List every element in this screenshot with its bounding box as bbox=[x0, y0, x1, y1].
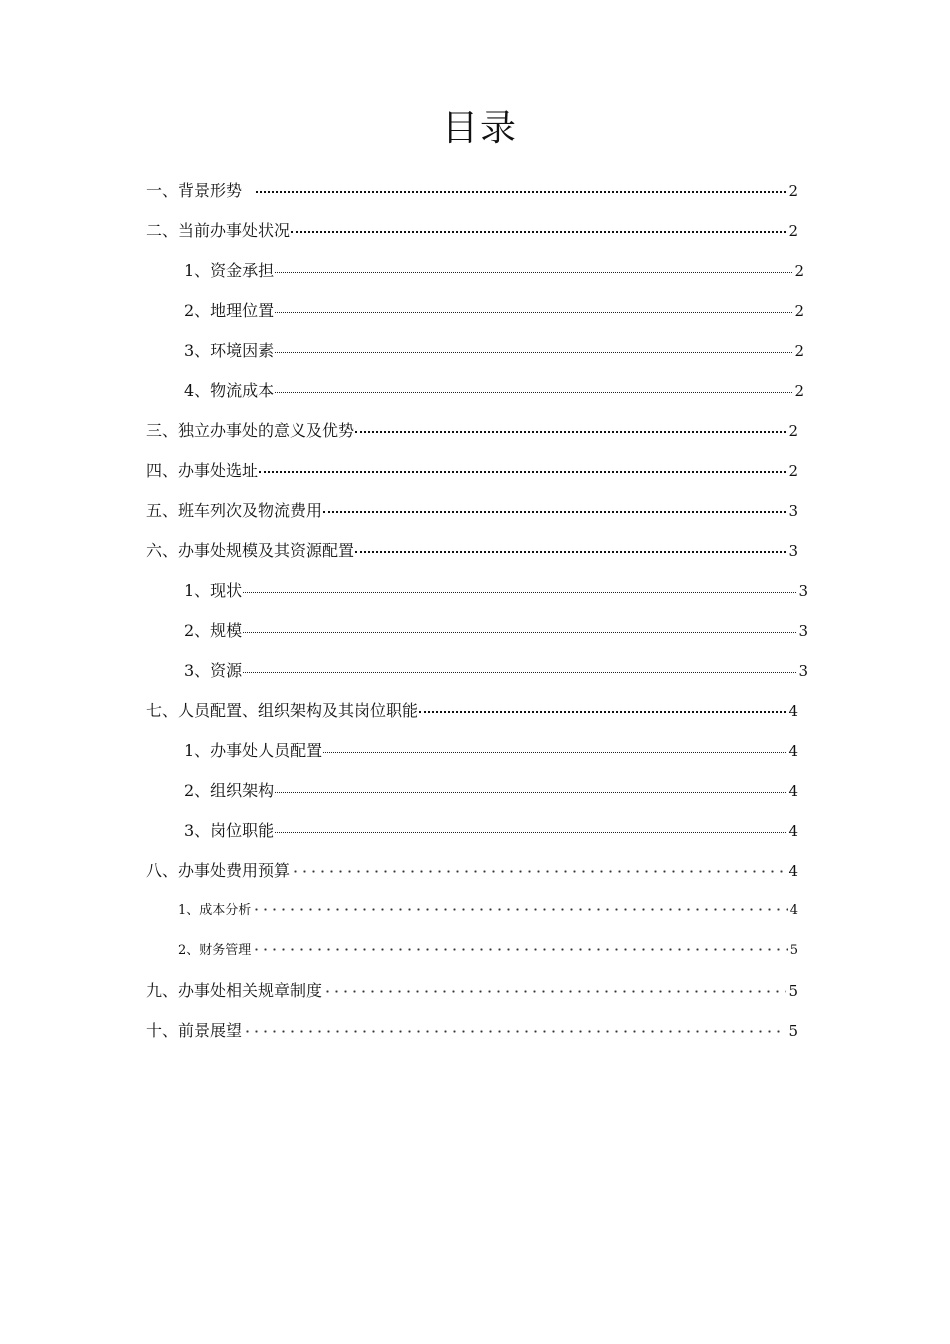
toc-entry-page: 3 bbox=[798, 622, 808, 640]
toc-entry-page: 3 bbox=[798, 582, 808, 600]
toc-entry-label: 二、当前办事处状况 bbox=[146, 221, 291, 240]
toc-entry-budget[interactable] bbox=[146, 858, 798, 882]
toc-entry-label: 五、班车列次及物流费用 bbox=[146, 501, 323, 520]
toc-entry-job-functions[interactable] bbox=[184, 818, 798, 842]
toc-entry-label: 2、地理位置 bbox=[184, 301, 275, 320]
toc-entry-page: 2 bbox=[788, 422, 798, 440]
toc-entry-label: 1、办事处人员配置 bbox=[184, 741, 323, 760]
toc-entry-label: 2、财务管理 bbox=[178, 943, 252, 958]
toc-entry-page: 2 bbox=[794, 302, 804, 320]
toc-entry-label: 1、资金承担 bbox=[184, 261, 275, 280]
toc-entry-site-selection[interactable] bbox=[146, 458, 798, 482]
toc-entry-environment[interactable] bbox=[184, 338, 804, 362]
dot-leader bbox=[275, 338, 792, 353]
dot-leader bbox=[291, 217, 786, 233]
toc-entry-page: 4 bbox=[788, 822, 798, 840]
toc-entry-scale[interactable] bbox=[184, 618, 808, 642]
toc-entry-page: 4 bbox=[788, 742, 798, 760]
dot-leader bbox=[252, 947, 787, 951]
toc-entry-page: 2 bbox=[788, 462, 798, 480]
dot-leader bbox=[323, 989, 786, 993]
toc-entry-page: 4 bbox=[788, 782, 798, 800]
dot-leader bbox=[355, 537, 786, 553]
toc-entry-page: 2 bbox=[788, 182, 798, 200]
toc-entry-page: 3 bbox=[788, 542, 798, 560]
toc-entry-status-quo[interactable] bbox=[184, 578, 808, 602]
toc-entry-background[interactable] bbox=[146, 178, 798, 202]
toc-entry-scale-resources[interactable] bbox=[146, 538, 798, 562]
dot-leader bbox=[243, 578, 796, 593]
dot-leader bbox=[243, 658, 796, 673]
dot-leader bbox=[291, 869, 786, 873]
dot-leader bbox=[275, 258, 792, 273]
toc-entry-page: 5 bbox=[788, 982, 798, 1000]
toc-entry-cost-analysis[interactable] bbox=[178, 899, 798, 923]
toc-entry-staffing-structure[interactable] bbox=[146, 698, 798, 722]
toc-entry-page: 4 bbox=[788, 702, 798, 720]
dot-leader bbox=[323, 738, 786, 753]
toc-entry-page: 2 bbox=[794, 382, 804, 400]
toc-entry-label: 3、环境因素 bbox=[184, 341, 275, 360]
dot-leader bbox=[419, 697, 786, 713]
dot-leader bbox=[243, 618, 796, 633]
toc-entry-label: 八、办事处费用预算 bbox=[146, 861, 291, 880]
toc-entry-label: 七、人员配置、组织架构及其岗位职能 bbox=[146, 701, 419, 720]
dot-leader bbox=[259, 457, 786, 473]
toc-entry-label: 四、办事处选址 bbox=[146, 461, 259, 480]
toc-entry-org-structure[interactable] bbox=[184, 778, 798, 802]
toc-entry-location[interactable] bbox=[184, 298, 804, 322]
toc-entry-label: 九、办事处相关规章制度 bbox=[146, 981, 323, 1000]
toc-entry-label: 3、资源 bbox=[184, 661, 243, 680]
toc-entry-page: 5 bbox=[788, 1022, 798, 1040]
toc-entry-outlook[interactable] bbox=[146, 1018, 798, 1042]
toc-entry-funding[interactable] bbox=[184, 258, 804, 282]
dot-leader bbox=[275, 298, 792, 313]
toc-entry-page: 2 bbox=[794, 262, 804, 280]
dot-leader bbox=[275, 818, 786, 833]
toc-entry-resources[interactable] bbox=[184, 658, 808, 682]
toc-entry-current-status[interactable] bbox=[146, 218, 798, 242]
toc-entry-label: 六、办事处规模及其资源配置 bbox=[146, 541, 355, 560]
toc-entry-label: 1、成本分析 bbox=[178, 903, 252, 918]
toc-entry-label: 3、岗位职能 bbox=[184, 821, 275, 840]
toc-entry-regulations[interactable] bbox=[146, 978, 798, 1002]
dot-leader bbox=[243, 1029, 786, 1033]
toc-entry-label: 一、背景形势 bbox=[146, 181, 243, 200]
toc-entry-page: 4 bbox=[788, 862, 798, 880]
dot-leader bbox=[275, 378, 792, 393]
dot-leader bbox=[323, 497, 786, 513]
dot-leader bbox=[252, 907, 787, 911]
toc-entry-staffing[interactable] bbox=[184, 738, 798, 762]
toc-entry-page: 2 bbox=[794, 342, 804, 360]
toc-entry-logistics-cost[interactable] bbox=[184, 378, 804, 402]
toc-entry-label: 2、规模 bbox=[184, 621, 243, 640]
toc-entry-page: 3 bbox=[798, 662, 808, 680]
toc-entry-label: 2、组织架构 bbox=[184, 781, 275, 800]
toc-entry-significance[interactable] bbox=[146, 418, 798, 442]
dot-leader bbox=[355, 417, 786, 433]
page-title: 目录 bbox=[441, 108, 518, 149]
toc-entry-label: 三、独立办事处的意义及优势 bbox=[146, 421, 355, 440]
dot-leader bbox=[275, 778, 786, 793]
toc-entry-page: 2 bbox=[788, 222, 798, 240]
toc-entry-page: 4 bbox=[789, 903, 798, 918]
toc-entry-label: 1、现状 bbox=[184, 581, 243, 600]
toc-entry-label: 十、前景展望 bbox=[146, 1021, 243, 1040]
toc-entry-page: 3 bbox=[788, 502, 798, 520]
toc-entry-page: 5 bbox=[789, 943, 798, 958]
dot-leader bbox=[256, 177, 786, 193]
toc-entry-shuttle-logistics[interactable] bbox=[146, 498, 798, 522]
toc-entry-label: 4、物流成本 bbox=[184, 381, 275, 400]
toc-entry-finance[interactable] bbox=[178, 939, 798, 963]
